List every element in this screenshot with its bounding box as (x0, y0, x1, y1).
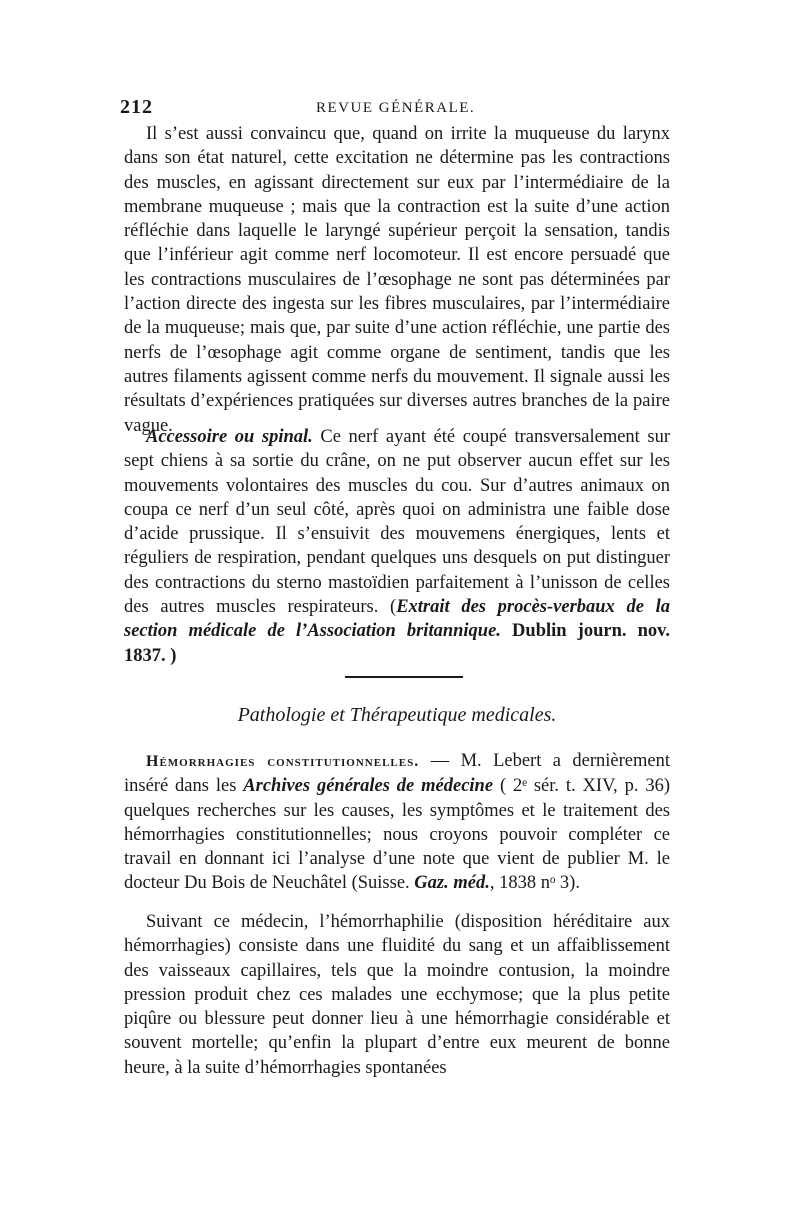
section-divider (345, 676, 463, 678)
running-title: REVUE GÉNÉRALE. (316, 100, 476, 116)
author-initial: M. (460, 751, 482, 771)
paragraph-laryngeal-nerves (124, 122, 670, 438)
paragraph-label: Hémorrhagies constitutionnelles. (146, 753, 420, 770)
paragraph-text-container (124, 425, 670, 668)
paragraph-label: Accessoire ou spinal. (146, 427, 313, 447)
page-header (120, 96, 672, 122)
paragraph-hemorrhaphilie (124, 910, 670, 1080)
source-citation: Extrait des procès-verbaux de la section médicale de l’Association britannique. (124, 597, 670, 642)
page-number: 212 (120, 96, 153, 118)
paragraph-text-container (124, 749, 670, 896)
paragraph-text-b: ( 2ᵉ sér. t. XIV, p. 36) quelques recherches sur les causes, les symptômes et le traitement des hémorrhagies constitutionnelles; nous croyons pouvoir compléter ce travail en donnant ici l’analyse d’une note que vient de publier M. le docteur Du Bois de Neuchâtel (Suisse. (124, 776, 670, 894)
paragraph-accessory-nerve (124, 425, 670, 668)
journal-title: Archives générales de médecine (243, 776, 494, 797)
section-heading: Pathologie et Thérapeutique medicales. (237, 704, 557, 726)
paragraph-text-a: Lebert a dernièrement inséré dans les (124, 751, 670, 797)
paragraph-text: Il s’est aussi convaincu que, quand on irrite la muqueuse du larynx dans son état naturel, cette excitation ne détermine pas les contractions des muscles, en agissant directement sur eux par l’intermédiaire de la membrane muqueuse ; mais que la contraction est la suite d’une action réfléchie dans laquelle le laryngé supérieur perçoit la sensation, tandis que l’inférieur agit comme nerf locomoteur. Il est encore persuadé que les contractions musculaires de l’œsophage ne sont pas déterminées par l’action directe des ingesta sur les fibres musculaires, par l’intermédiaire de la muqueuse; mais que, par suite d’une action réfléchie, une partie des nerfs de l’œsophage agit comme organe de sentiment, tandis que les autres filaments agissent comme nerfs du mouvement. Il signale aussi les résultats d’expériences pratiquées sur diverses autres branches de la paire vague. (124, 124, 670, 436)
em-dash: — (419, 751, 461, 771)
citation-abbrev: Gaz. méd. (414, 873, 490, 894)
paragraph-text: Ce nerf ayant été coupé transversalement sur sept chiens à sa sortie du crâne, on ne put observer aucun effet sur les mouvements volontaires des muscles du cou. Sur d’autres animaux on coupa ce nerf d’un seul côté, après quoi on administra une faible dose d’acide prussique. Il s’ensuivit des mouvemens énergiques, lents et réguliers de respiration, pendant quelques uns desquels on put distinguer des contractions du sterno mastoïdien parfaitement à l’unisson de celles des autres muscles respirateurs. ( (124, 427, 671, 618)
paragraph-text-c: , 1838 nᵒ 3). (489, 873, 580, 894)
source-journal: Dublin journ. nov. 1837. ) (124, 621, 670, 666)
paragraph-text: Suivant ce médecin, l’hémorrhaphilie (disposition héréditaire aux hémorrhagies) consiste dans une fluidité du sang et un affaiblissement des vaisseaux capillaires, tels que la moindre contusion, la moindre pression produit chez ces malades une ecchymose; que la plus petite piqûre ou blessure peut donner lieu à une hémorrhagie considérable et souvent mortelle; qu’enfin la plupart d’entre eux meurent de bonne heure, à la suite d’hémorrhagies spontanées (124, 912, 670, 1078)
paragraph-hemorrhagies (124, 749, 670, 896)
